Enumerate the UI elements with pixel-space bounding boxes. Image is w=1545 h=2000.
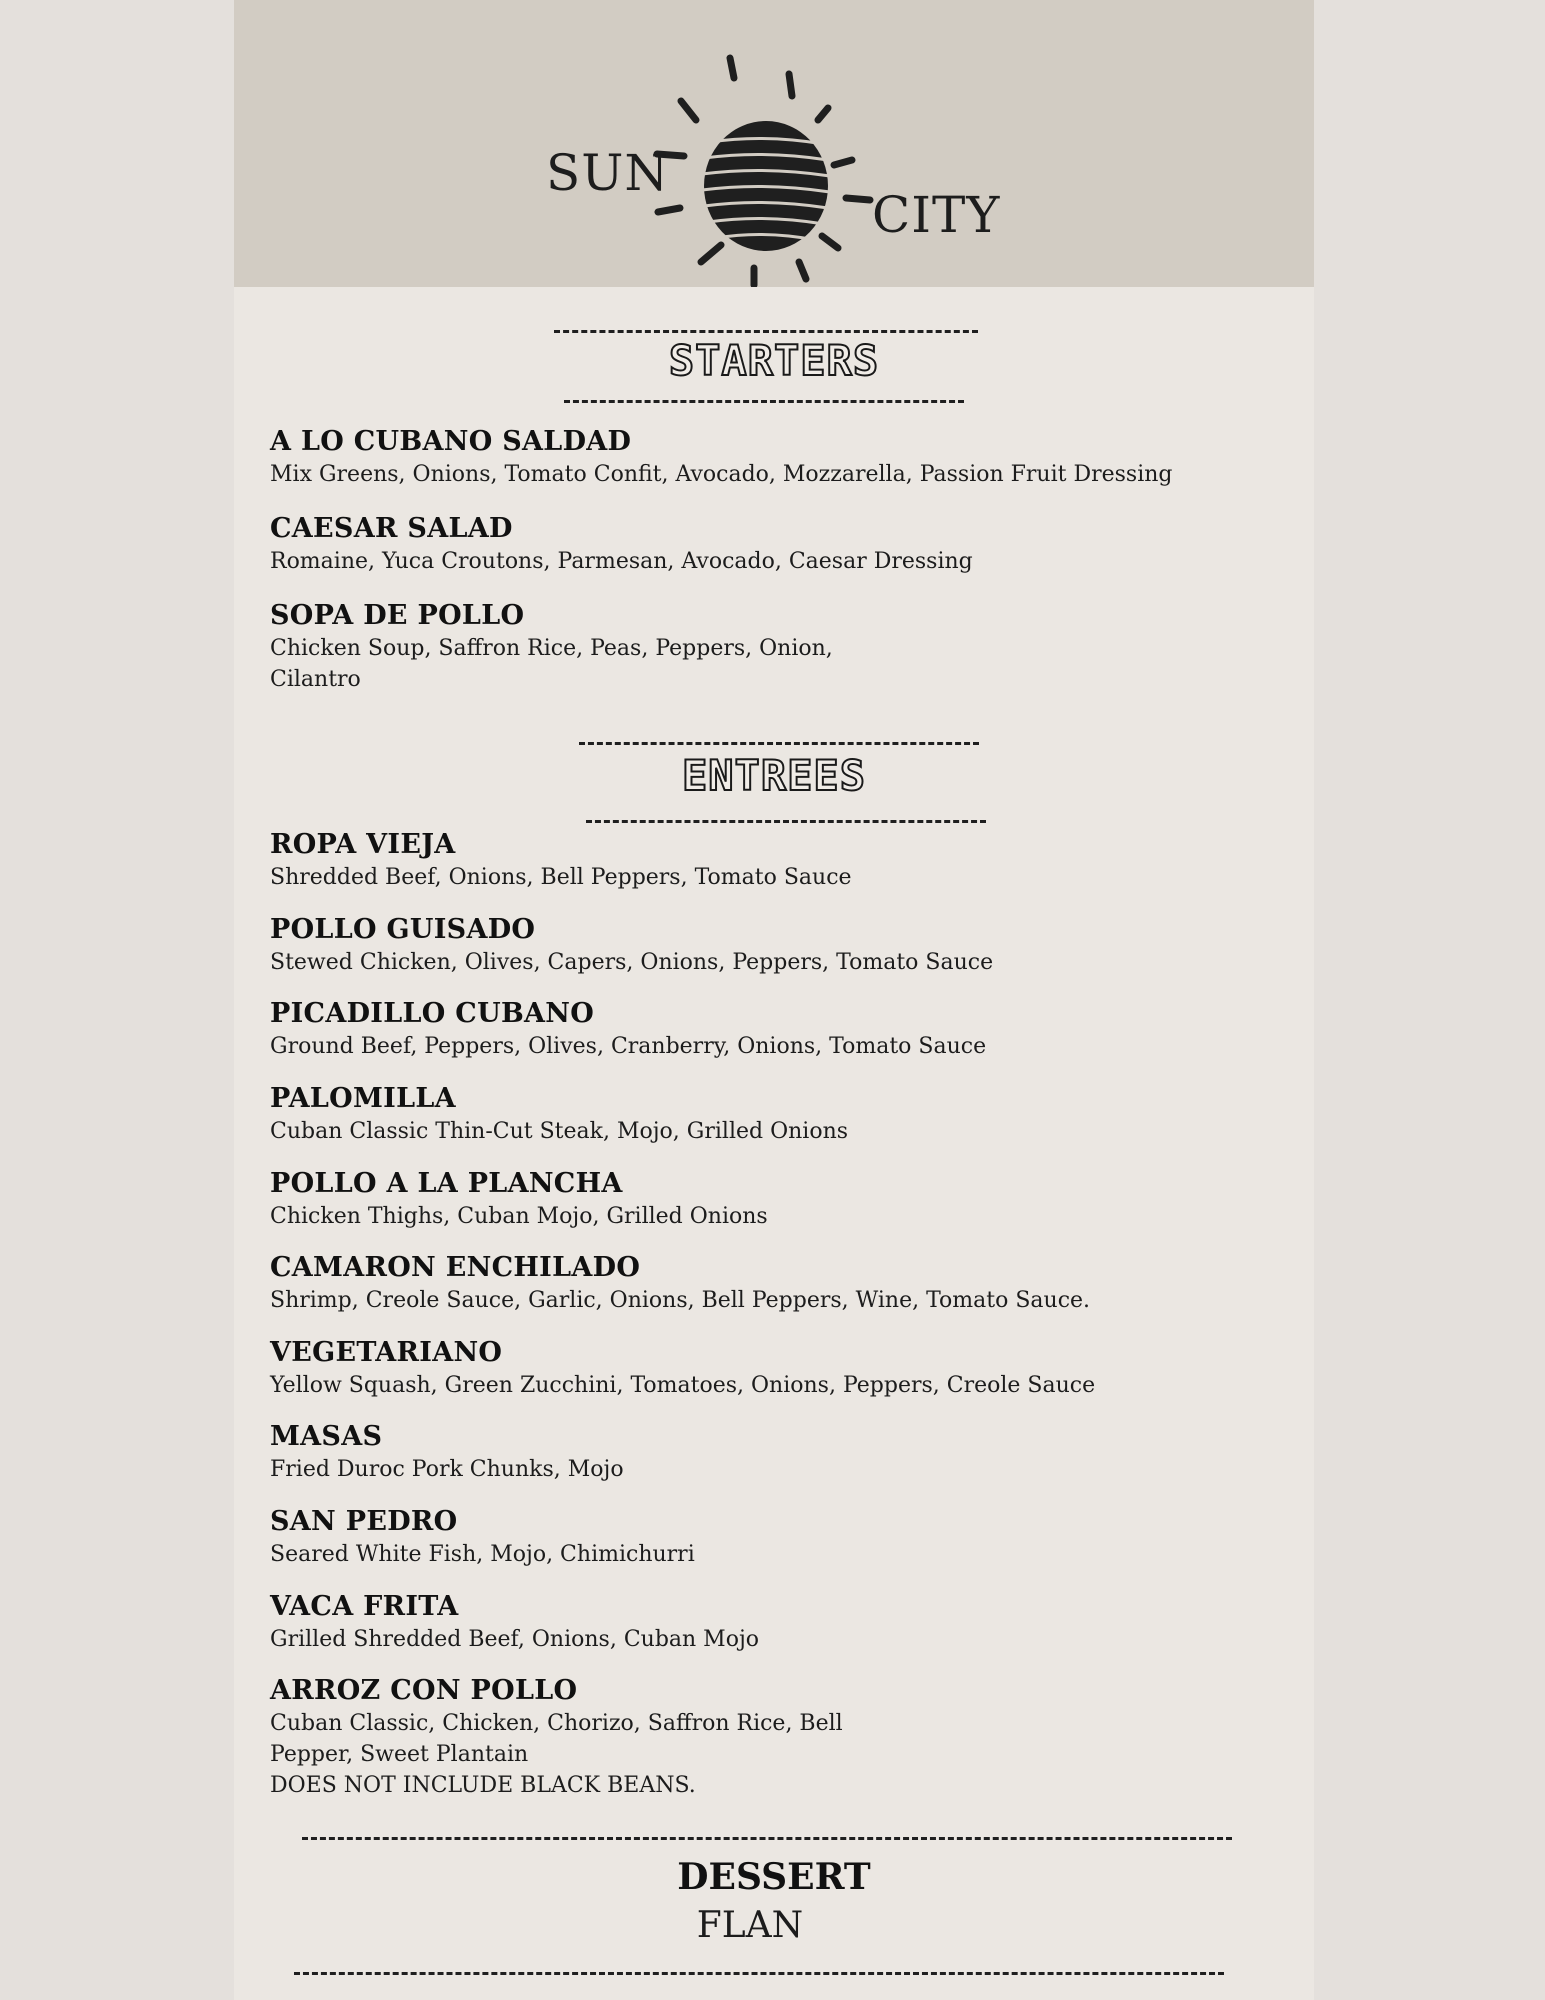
menu-item: [270, 425, 1290, 490]
menu-item: [270, 1505, 1290, 1570]
item-name: CAMARON ENCHILADO: [270, 1252, 641, 1283]
menu-item: [270, 1251, 1290, 1316]
item-description: Cuban Classic Thin-Cut Steak, Mojo, Grilled Onions: [270, 1119, 849, 1144]
item-name: CAESAR SALAD: [270, 513, 513, 544]
item-name: VEGETARIANO: [270, 1337, 503, 1368]
menu-item: [270, 1674, 890, 1801]
starters-heading: STARTERS: [668, 336, 880, 385]
logo-word-sun: SUN: [546, 144, 670, 202]
item-note: DOES NOT INCLUDE BLACK BEANS.: [270, 1773, 696, 1798]
dessert-item: FLAN: [696, 1905, 804, 1946]
menu-item: [270, 1082, 1290, 1147]
starters-top-divider: [554, 330, 978, 333]
menu-item: [270, 828, 1290, 893]
header-band: [234, 0, 1314, 287]
item-description: Cuban Classic, Chicken, Chorizo, Saffron Rice, Bell Pepper, Sweet Plantain: [270, 1711, 843, 1767]
menu-item: [270, 512, 1290, 577]
logo-word-city: CITY: [872, 186, 1001, 244]
item-name: SAN PEDRO: [270, 1506, 458, 1537]
menu-item: [270, 997, 1290, 1062]
item-description: Mix Greens, Onions, Tomato Confit, Avocado, Mozzarella, Passion Fruit Dressing: [270, 462, 1173, 487]
item-name: POLLO GUISADO: [270, 914, 536, 945]
item-description: Chicken Soup, Saffron Rice, Peas, Peppers, Onion, Cilantro: [270, 636, 833, 692]
item-description: Yellow Squash, Green Zucchini, Tomatoes, Onions, Peppers, Creole Sauce: [270, 1373, 1096, 1398]
item-name: ROPA VIEJA: [270, 829, 456, 860]
item-name: MASAS: [270, 1421, 383, 1452]
dessert-heading: DESSERT: [677, 1856, 871, 1898]
item-name: ARROZ CON POLLO: [270, 1675, 578, 1706]
item-name: PICADILLO CUBANO: [270, 998, 595, 1029]
item-description: Fried Duroc Pork Chunks, Mojo: [270, 1457, 624, 1482]
menu-item: [270, 913, 1290, 978]
item-description: Seared White Fish, Mojo, Chimichurri: [270, 1542, 695, 1567]
item-description: Ground Beef, Peppers, Olives, Cranberry, Onions, Tomato Sauce: [270, 1034, 987, 1059]
item-name: PALOMILLA: [270, 1083, 456, 1114]
menu-item: [270, 1420, 1290, 1485]
item-name: VACA FRITA: [270, 1591, 459, 1622]
menu-item: [270, 1336, 1290, 1401]
entrees-heading: ENTREES: [681, 751, 866, 800]
dessert-bottom-divider: [294, 1972, 1224, 1975]
item-description: Shredded Beef, Onions, Bell Peppers, Tomato Sauce: [270, 865, 852, 890]
item-name: SOPA DE POLLO: [270, 600, 525, 631]
entrees-top-divider: [579, 742, 979, 745]
item-description: Grilled Shredded Beef, Onions, Cuban Mojo: [270, 1627, 760, 1652]
sun-logo-icon: [234, 0, 1314, 287]
entrees-bottom-divider: [586, 820, 986, 823]
menu-item: [270, 599, 890, 695]
item-description: Stewed Chicken, Olives, Capers, Onions, Peppers, Tomato Sauce: [270, 950, 994, 975]
item-name: A LO CUBANO SALDAD: [270, 426, 632, 457]
dessert-top-divider: [302, 1837, 1232, 1840]
starters-bottom-divider: [564, 400, 964, 403]
item-description: Shrimp, Creole Sauce, Garlic, Onions, Bell Peppers, Wine, Tomato Sauce.: [270, 1288, 1091, 1313]
item-name: POLLO A LA PLANCHA: [270, 1168, 623, 1199]
menu-sheet: [234, 0, 1314, 2000]
menu-item: [270, 1167, 1290, 1232]
menu-item: [270, 1590, 1290, 1655]
item-description: Romaine, Yuca Croutons, Parmesan, Avocado, Caesar Dressing: [270, 549, 973, 574]
item-description: Chicken Thighs, Cuban Mojo, Grilled Onions: [270, 1204, 768, 1229]
